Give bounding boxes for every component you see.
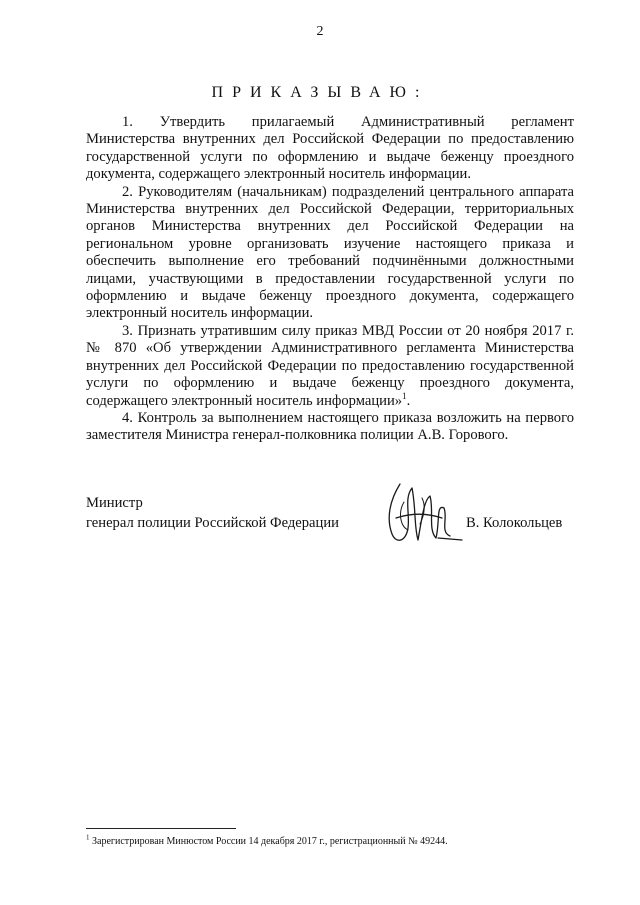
order-item-1: 1. Утвердить прилагаемый Административный регламент Министерства внутренних дел Российской Федерации по предоставлению государственной услуги по оформлению и выдаче беженцу проездного документа, содержащего электронный носитель информации. [86,114,574,183]
order-item-3-text: 3. Признать утратившим силу приказ МВД России от 20 ноября 2017 г. № 870 «Об утверждении Административного регламента Министерства внутренних дел Российской Федерации по предоставлению государственной услуги по оформлению и выдаче беженцу проездного документа, содержащего электронный носитель информации» [86,322,574,409]
order-item-2: 2. Руководителям (начальникам) подразделений центрального аппарата Министерства внутренних дел Российской Федерации, территориальных органов Министерства внутренних дел Российской Федерации на региональном уровне организовать изучение настоящего приказа и обеспечить выполнение его требований подчинёнными должностными лицами, участвующими в предоставлении государственной услуги по оформлению и выдаче беженцу проездного документа, содержащего электронный носитель информации. [86,183,574,322]
footnote-reference: 1 [402,390,407,401]
footnote-mark: 1 [86,833,90,842]
order-item-3 [86,323,574,410]
footnote [86,833,586,848]
page-number: 2 [316,24,324,39]
footnote-text: Зарегистрирован Минюстом России 14 декабря 2017 г., регистрационный № 49244. [92,836,448,847]
signatory-title-line-1: Министр [86,495,143,511]
order-body [86,114,574,445]
order-heading: ПРИКАЗЫВАЮ: [211,84,429,101]
order-item-4: 4. Контроль за выполнением настоящего приказа возложить на первого заместителя Министра генерал-полковника полиции А.В. Горового. [86,409,574,444]
signatory-name: В. Колокольцев [466,515,563,531]
handwritten-signature [378,478,464,550]
footnote-separator [86,828,236,829]
signatory-title-line-2: генерал полиции Российской Федерации [86,515,339,531]
order-item-3-tail: . [406,392,411,409]
signatory-title [86,493,339,533]
